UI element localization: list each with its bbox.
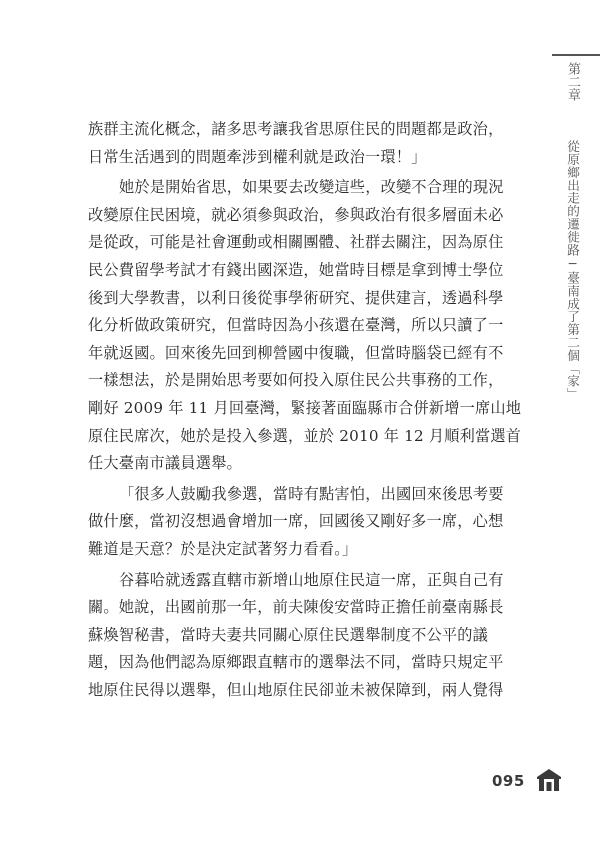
text-line: 題，因為他們認為原鄉跟直轄市的選舉法不同，當時只規定平 (88, 653, 504, 672)
chapter-label: 第二章 (565, 62, 580, 101)
text-line: 一樣想法，於是開始思考要如何投入原住民公共事務的工作， (88, 371, 504, 390)
text-line: 難道是天意？於是決定試著努力看看。」 (88, 539, 358, 558)
page-number: 095 (492, 772, 525, 790)
text-line: 化分析做政策研究，但當時因為小孩還在臺灣，所以只讀了一 (88, 316, 504, 335)
text-line: 改變原住民困境，就必須參與政治，參與政治有很多層面未必 (88, 205, 504, 224)
text-line: 後到大學教書，以利日後從事學術研究、提供建言，透過科學 (88, 288, 504, 307)
text-line: 民公費留學考試才有錢出國深造，她當時目標是拿到博士學位 (88, 260, 504, 279)
text-line: 日常生活遇到的問題牽涉到權利就是政治一環！」 (88, 147, 427, 166)
text-line: 蘇煥智秘書，當時夫妻共同關心原住民選舉制度不公平的議 (88, 625, 489, 644)
text-line: 原住民席次，她於是投入參選，並於 2010 年 12 月順利當選首 (88, 426, 522, 445)
house-emblem-icon (536, 768, 562, 792)
text-line: 谷暮哈就透露直轄市新增山地原住民這一席，正與自己有 (119, 570, 504, 589)
text-line: 是從政，可能是社會運動或相關團體、社群去關注，因為原住 (88, 233, 504, 252)
paragraph (88, 174, 524, 478)
text-line: 「很多人鼓勵我參選，當時有點害怕，出國回來後思考要 (119, 484, 504, 503)
text-line: 做什麼，當初沒想過會增加一席，回國後又剛好多一席，心想 (88, 512, 504, 531)
text-line: 族群主流化概念，諸多思考讓我省思原住民的問題都是政治， (88, 120, 504, 138)
text-line: 任大臺南市議員選舉。 (88, 454, 242, 473)
sidebar-divider (552, 54, 600, 56)
paragraph (88, 116, 524, 171)
quote-paragraph (88, 481, 524, 564)
paragraph (88, 567, 524, 705)
text-line: 剛好 2009 年 11 月回臺灣，緊接著面臨縣市合併新增一席山地 (88, 398, 522, 417)
text-line: 她於是開始省思，如果要去改變這些，改變不合理的現況 (119, 178, 504, 197)
text-line: 關。她說，出國前那一年，前夫陳俊安當時正擔任前臺南縣長 (88, 598, 504, 617)
chapter-title: 從原鄉出走的遷徙路─臺南成了第二個「家」 (565, 140, 580, 401)
body-text (88, 116, 524, 704)
text-line: 年就返國。回來後先回到柳營國中復職，但當時腦袋已經有不 (88, 343, 504, 362)
text-line: 地原住民得以選舉，但山地原住民卻並未被保障到，兩人覺得 (88, 680, 504, 699)
